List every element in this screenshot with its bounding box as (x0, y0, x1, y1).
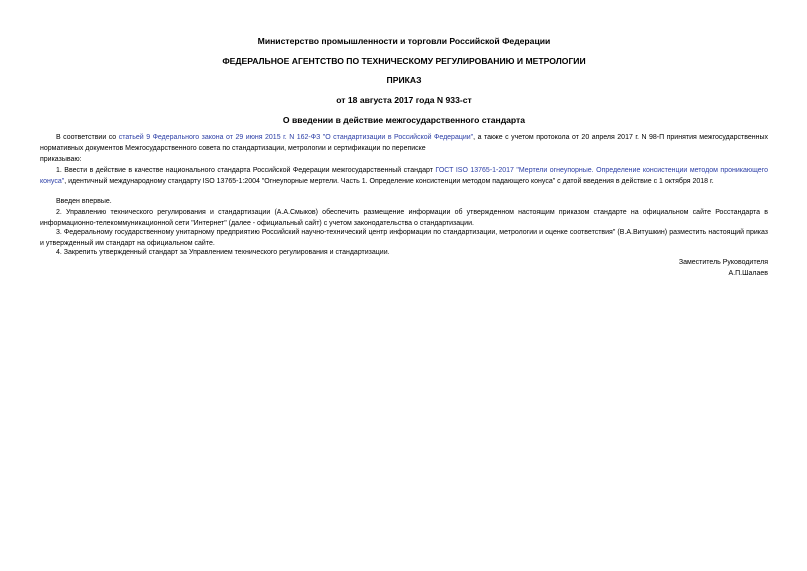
document-type: ПРИКАЗ (386, 75, 422, 85)
preamble-suffix: , а также с учетом протокола от 20 апреля 2017 г. N 98-П принятия межгосударственных нормативных документов Межгосударственного совета по стандартизации, метрологии и сертификации по переписке (40, 134, 769, 152)
document-subject: О введении в действие межгосударственного стандарта (282, 115, 526, 125)
signature-position: Заместитель Руководителя (678, 259, 768, 266)
order-word: приказываю: (40, 156, 82, 163)
ministry-title: Министерство промышленности и торговли Российской Федерации (257, 36, 551, 46)
item-3: 3. Федеральному государственному унитарному предприятию Российский научно-технический центр информации по стандартизации, метрологии и оценке соответствия" (В.А.Витушкин) разместить настоящий приказ и утвержденный им стандарт на официальном сайте. (40, 229, 768, 247)
agency-title: ФЕДЕРАЛЬНОЕ АГЕНТСТВО ПО ТЕХНИЧЕСКОМУ РЕГУЛИРОВАНИЮ И МЕТРОЛОГИИ (222, 56, 586, 66)
introduced-note: Введен впервые. (56, 198, 112, 205)
federal-law-link[interactable]: статьей 9 Федерального закона от 29 июня 2015 г. N 162-ФЗ "О стандартизации в Российской Федерации" (118, 134, 474, 141)
item-1-suffix: , идентичный международному стандарту ISO 13765-1:2004 "Огнеупорные мертели. Часть 1. Определение консистенции методом падающего конуса" с датой введения в действие с 1 октября 2018 г. (64, 177, 714, 185)
item-2: 2. Управлению технического регулирования и стандартизации (А.А.Смыков) обеспечить размещение информации об утвержденном настоящим приказом стандарте на официальном сайте Росстандарта в информационно-телекоммуникационной сети "Интернет" (далее - официальный сайт) с учетом законодательства о стандартизации. (40, 209, 768, 227)
item-1-prefix: 1. Ввести в действие в качестве национального стандарта Российской Федерации межгосударственный стандарт (56, 167, 436, 174)
item-4: 4. Закрепить утвержденный стандарт за Управлением технического регулирования и стандартизации. (56, 249, 390, 256)
preamble-prefix: В соответствии со (56, 134, 119, 141)
item-1 (40, 166, 768, 187)
preamble-paragraph (40, 133, 768, 154)
gost-standard-link[interactable]: ГОСТ ISO 13765-1-2017 "Мертели огнеупорные. Определение консистенции методом проникающего конуса" (40, 167, 768, 185)
signature-name: А.П.Шалаев (728, 270, 768, 277)
date-number: от 18 августа 2017 года N 933-ст (336, 95, 472, 105)
